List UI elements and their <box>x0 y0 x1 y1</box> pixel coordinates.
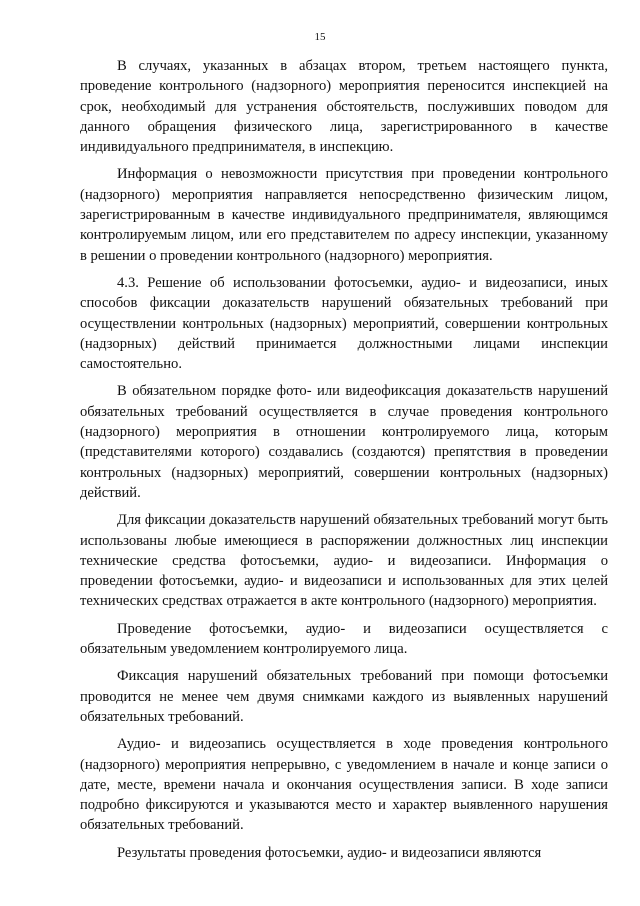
paragraph: Для фиксации доказательств нарушений обязательных требований могут быть использованы любые имеющиеся в распоряжении должностных лиц инспекции технические средства фотосъемки, аудио- и видеозаписи. Информация о проведении фотосъемки, аудио- и видеозаписи и использованных для этих целей технических средствах отражается в акте контрольного (надзорного) мероприятия. <box>80 512 608 610</box>
paragraph: 4.3. Решение об использовании фотосъемки, аудио- и видеозаписи, иных способов фиксации доказательств нарушений обязательных требований при осуществлении контрольных (надзорных) мероприятий, совершении контрольных (надзорных) действий принимается должностными лицами инспекции самостоятельно. <box>80 274 608 373</box>
paragraph: В обязательном порядке фото- или видеофиксация доказательств нарушений обязательных требований осуществляется в случае проведения контрольного (надзорного) мероприятия в отношении контролируемого лица, которым (представителями которого) создавались (создаются) препятствия в проведении контрольных (надзорных) мероприятий, совершении контрольных (надзорных) действий. <box>80 383 608 501</box>
paragraph: Результаты проведения фотосъемки, аудио- и видеозаписи являются <box>117 844 542 861</box>
paragraph: Фиксация нарушений обязательных требований при помощи фотосъемки проводится не менее чем двумя снимками каждого из выявленных нарушений обязательных требований. <box>80 668 608 725</box>
paragraph: В случаях, указанных в абзацах втором, третьем настоящего пункта, проведение контрольного (надзорного) мероприятия переносится инспекцией на срок, необходимый для устранения обстоятельств, послуживших поводом для данного обращения физического лица, зарегистрированного в качестве индивидуального предпринимателя, в инспекцию. <box>80 58 608 156</box>
paragraph: Информация о невозможности присутствия при проведении контрольного (надзорного) мероприятия направляется непосредственно физическим лицом, зарегистрированным в качестве индивидуального предпринимателя, являющимся контролируемым лицом, или его представителем по адресу инспекции, указанному в решении о проведении контрольного (надзорного) мероприятия. <box>80 166 608 264</box>
document-body <box>80 56 608 863</box>
paragraph: Аудио- и видеозапись осуществляется в ходе проведения контрольного (надзорного) мероприятия непрерывно, с уведомлением в начале и конце записи о дате, месте, времени начала и окончания осуществления записи. В ходе записи подробно фиксируются и указываются место и характер выявленного нарушения обязательных требований. <box>80 736 608 834</box>
page-number: 15 <box>314 31 326 43</box>
paragraph: Проведение фотосъемки, аудио- и видеозаписи осуществляется с обязательным уведомлением контролируемого лица. <box>80 620 608 658</box>
